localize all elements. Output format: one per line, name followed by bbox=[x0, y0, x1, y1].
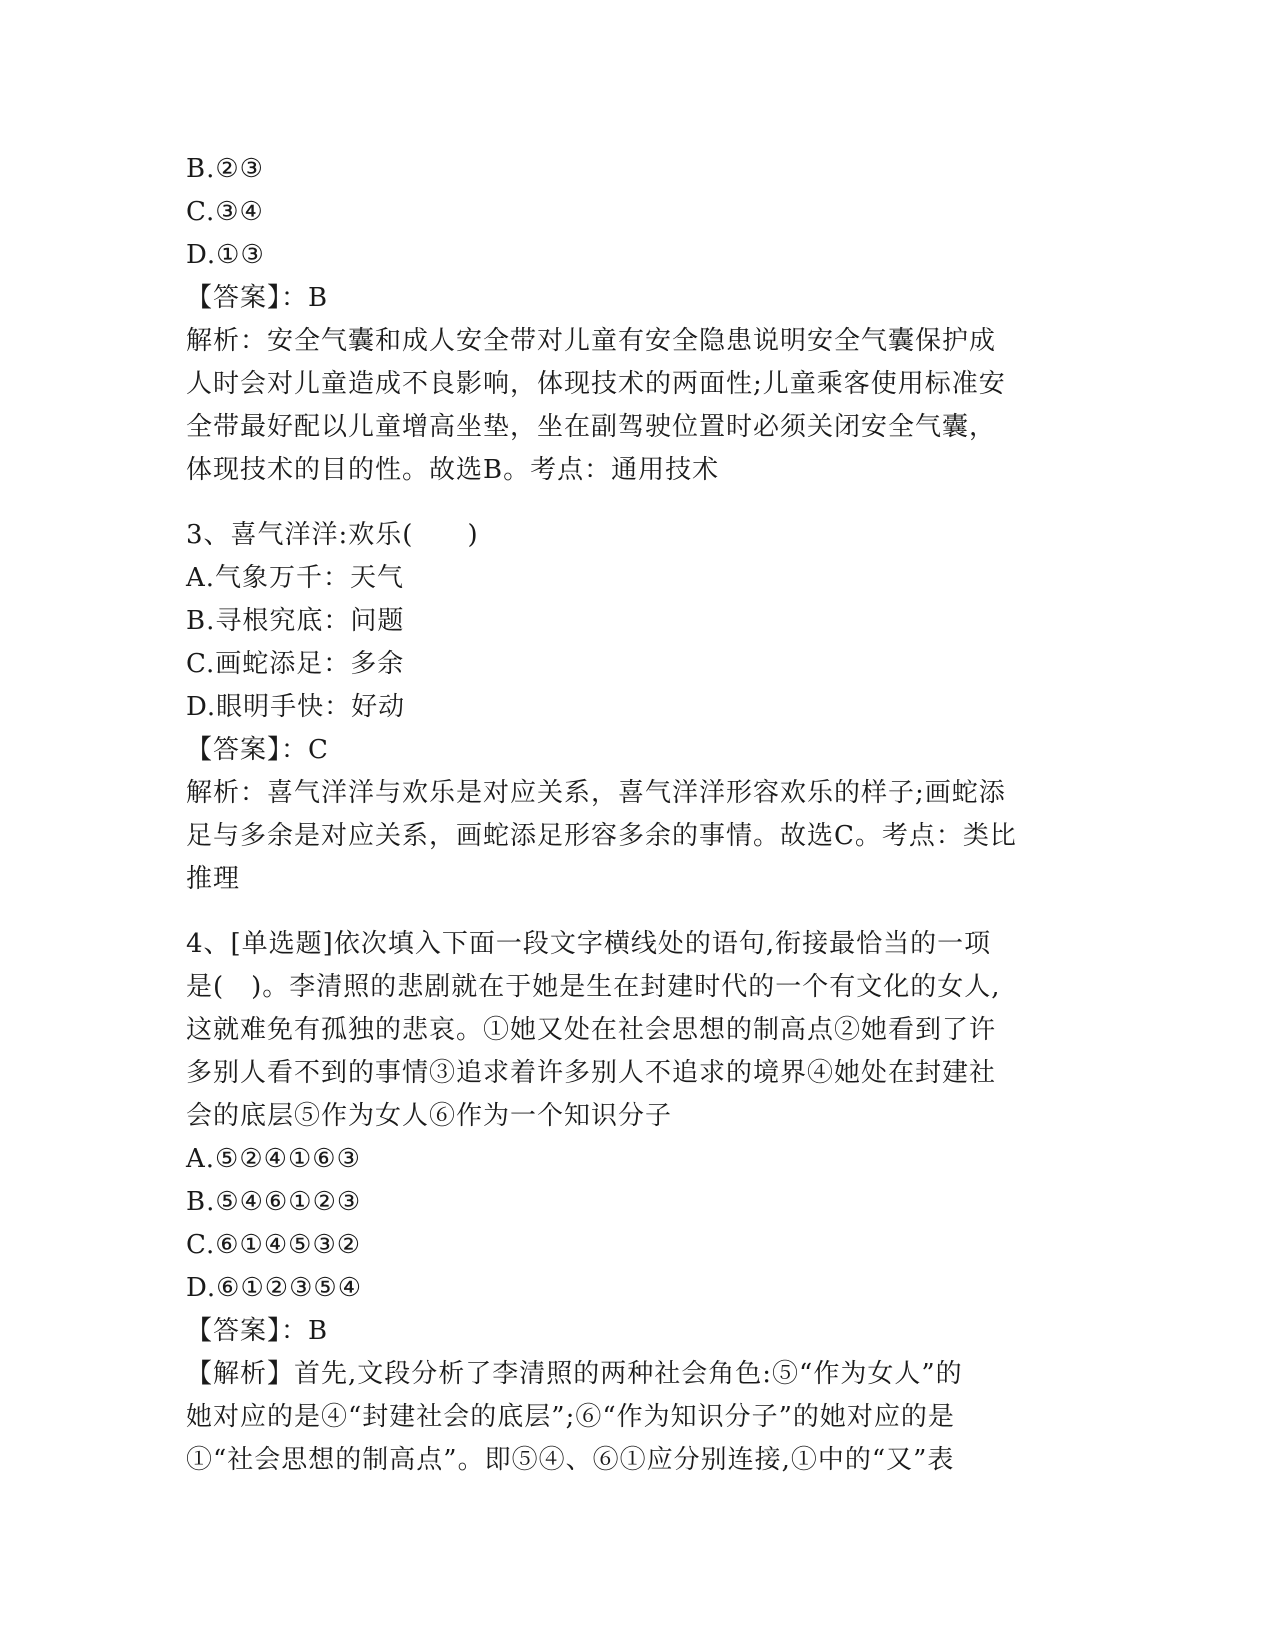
question-stem-line: 多别人看不到的事情③追求着许多别人不追求的境界④她处在封建社 bbox=[186, 1058, 997, 1088]
question-stem-line: 是( )。李清照的悲剧就在于她是生在封建时代的一个有文化的女人, bbox=[186, 972, 1001, 1002]
option-d: D.⑥①②③⑤④ bbox=[186, 1273, 363, 1303]
analysis-line: 全带最好配以儿童增高坐垫，坐在副驾驶位置时必须关闭安全气囊， bbox=[186, 412, 997, 442]
document-page bbox=[186, 148, 1086, 1482]
option-b: B.②③ bbox=[186, 154, 264, 184]
question-stem-line: 会的底层⑤作为女人⑥作为一个知识分子 bbox=[186, 1101, 673, 1131]
question-stem-line: 这就难免有孤独的悲哀。①她又处在社会思想的制高点②她看到了许 bbox=[186, 1015, 997, 1045]
analysis-line: 人时会对儿童造成不良影响，体现技术的两面性;儿童乘客使用标准安 bbox=[186, 369, 1006, 399]
spacer bbox=[186, 492, 1086, 514]
answer: 【答案】：B bbox=[186, 283, 329, 313]
analysis-line: 解析：喜气洋洋与欢乐是对应关系，喜气洋洋形容欢乐的样子;画蛇添 bbox=[186, 778, 1006, 808]
option-b: B.⑤④⑥①②③ bbox=[186, 1187, 362, 1217]
answer: 【答案】：C bbox=[186, 735, 329, 765]
question-4 bbox=[186, 923, 1086, 1482]
analysis-line: 体现技术的目的性。故选B。考点：通用技术 bbox=[186, 455, 720, 485]
question-stem: 3、喜气洋洋:欢乐( ) bbox=[186, 520, 479, 550]
analysis-line: 解析：安全气囊和成人安全带对儿童有安全隐患说明安全气囊保护成 bbox=[186, 326, 997, 356]
option-a: A.⑤②④①⑥③ bbox=[186, 1144, 361, 1174]
analysis-line: ①“社会思想的制高点”。即⑤④、⑥①应分别连接,①中的“又”表 bbox=[186, 1445, 955, 1475]
analysis-line: 足与多余是对应关系，画蛇添足形容多余的事情。故选C。考点：类比 bbox=[186, 821, 1017, 851]
analysis-line: 她对应的是④“封建社会的底层”;⑥“作为知识分子”的她对应的是 bbox=[186, 1402, 955, 1432]
option-c: C.③④ bbox=[186, 197, 264, 227]
option-c: C.⑥①④⑤③② bbox=[186, 1230, 362, 1260]
question-stem-line: 4、[单选题]依次填入下面一段文字横线处的语句,衔接最恰当的一项 bbox=[186, 929, 992, 959]
option-b: B.寻根究底：问题 bbox=[186, 606, 405, 636]
option-a: A.气象万千：天气 bbox=[186, 563, 405, 593]
spacer bbox=[186, 901, 1086, 923]
option-c: C.画蛇添足：多余 bbox=[186, 649, 405, 679]
analysis-line: 推理 bbox=[186, 864, 241, 894]
question-3 bbox=[186, 514, 1086, 901]
analysis-line: 【解析】首先,文段分析了李清照的两种社会角色:⑤“作为女人”的 bbox=[186, 1359, 963, 1389]
question-2-tail bbox=[186, 148, 1086, 492]
option-d: D.①③ bbox=[186, 240, 265, 270]
option-d: D.眼明手快：好动 bbox=[186, 692, 406, 722]
answer: 【答案】：B bbox=[186, 1316, 329, 1346]
